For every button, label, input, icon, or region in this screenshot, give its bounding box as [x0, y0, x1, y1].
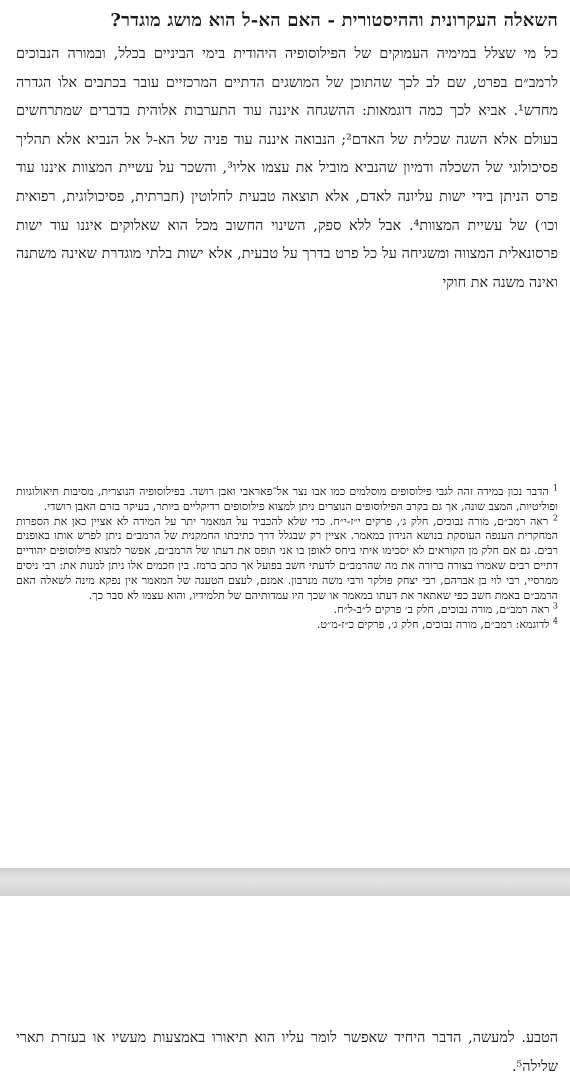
footnotes [16, 485, 558, 633]
footnote-number: 3 [552, 601, 558, 611]
page-separator [0, 868, 570, 896]
footnote-text: לדוגמא: רמב״ם, מורה נבוכים, חלק ג׳, פרקים כ״ז-מ״ט. [316, 618, 550, 632]
footnote-number: 2 [552, 512, 558, 522]
footnote-text: ראה רמב״ם, מורה נבוכים, חלק ב׳ פרקים ל״ב-ל״ח. [333, 603, 550, 617]
section-heading: השאלה העקרונית וההיסטורית - האם הא-ל הוא מושג מוגדר? [110, 10, 558, 31]
footnote-text: הדבר נכון במידה זהה לגבי פילוסופים מוסלמים כמו אבו נצר אל־פאראבי ואבן רושד. בפילוסופיה הנוצרית, מסיבות תיאולוגיות ופוליטיות, המצב שונה, אך גם בקרב הפילוסופים הנוצרים ניתן למצוא פילוסופים רדיקליים ביותר, בעיקר בזרם האבן רושדי. [16, 485, 558, 513]
footnote-number: 4 [552, 616, 558, 626]
document-page-2 [0, 896, 570, 1090]
footnote-3 [16, 603, 558, 618]
footnote-1 [16, 485, 558, 515]
body-paragraph-continued: הטבע. למעשה, הדבר היחיד שאפשר לומר עליו הוא תיאורו באמצעות מעשיו או בעזרת תארי שלילה⁵. [16, 1030, 558, 1075]
footnote-text: ראה רמב״ם, מורה נבוכים, חלק ג׳, פרקים י״ז-י״ח. כדי שלא להכביד על המאמר יתר על המידה לא אציין כאן את הספרות המחקרית הענפה העוסקת בנושא הנידון במאמר. אציין רק שבגלל דרך כתיבתו החמקנית של הרמב״ם ניתן לפרש אותו באופנים רבים. גם אם חלק מן הקוראים לא יסכימו איתי ביחס לאופן בו אני תופס את דעתו של הרמב״ם, אפשר למצוא פילוסופים יהודיים דתיים רבים שאמרו בצורה ברורה את מה שהרמב״ם לדעתי חשב בפועל אך כתב ברמז. בין חכמים אלו ניתן למנות את: רבי ניסים ממרסיי, רבי לוי בן אברהם, רבי יצחק פולקר ורבי משה מנרבון. אמנם, לעצם הטענה של המאמר אין נפקא מינה לשאלה האם הרמב״ם באמת חשב כפי שאתאר את דעתו במאמר או שכך היו עמדותיהם של תלמידיו, והוא עצמו לא סבר כך. [16, 514, 558, 602]
body-paragraph: כל מי שצלל במימיה העמוקים של הפילוסופיה היהודית בימי הביניים בכלל, ובמורה הנבוכים לרמב״ם בפרט, שם לב לכך שהתוכן של המושגים הדתיים המרכזיים עובר בכתבים אלו הגדרה מחדש¹. אביא לכך כמה דוגמאות: ההשגחה איננה עוד התערבות אלוהית בדברים שמתרחשים בעולם אלא השגה שכלית של האדם²; הנבואה איננה עוד פניה של הא-ל אל הנביא אלא תהליך פסיכולוגי של השכלה ודמיון שהנביא מוביל את עצמו אליו³, והשכר על עשיית המצוות איננו עוד פרס הניתן בידי ישות עליונה לאדם, אלא תוצאה טבעית לחלוטין (חברתית, פסיכולוגית, רפואית וכו׳) של עשיית המצוות⁴. אבל ללא ספק, השינוי החשוב מכל הוא שאלוקים איננו עוד ישות פרסונאלית המצווה ומשגיחה על כל פרט בדרך על טבעית, אלא ישות בלתי מוגדרת שאינה משתנה ואינה משנה את חוקי [16, 46, 558, 291]
footnote-2 [16, 512, 558, 604]
footnote-number: 1 [552, 483, 558, 493]
footnote-4 [16, 618, 558, 633]
